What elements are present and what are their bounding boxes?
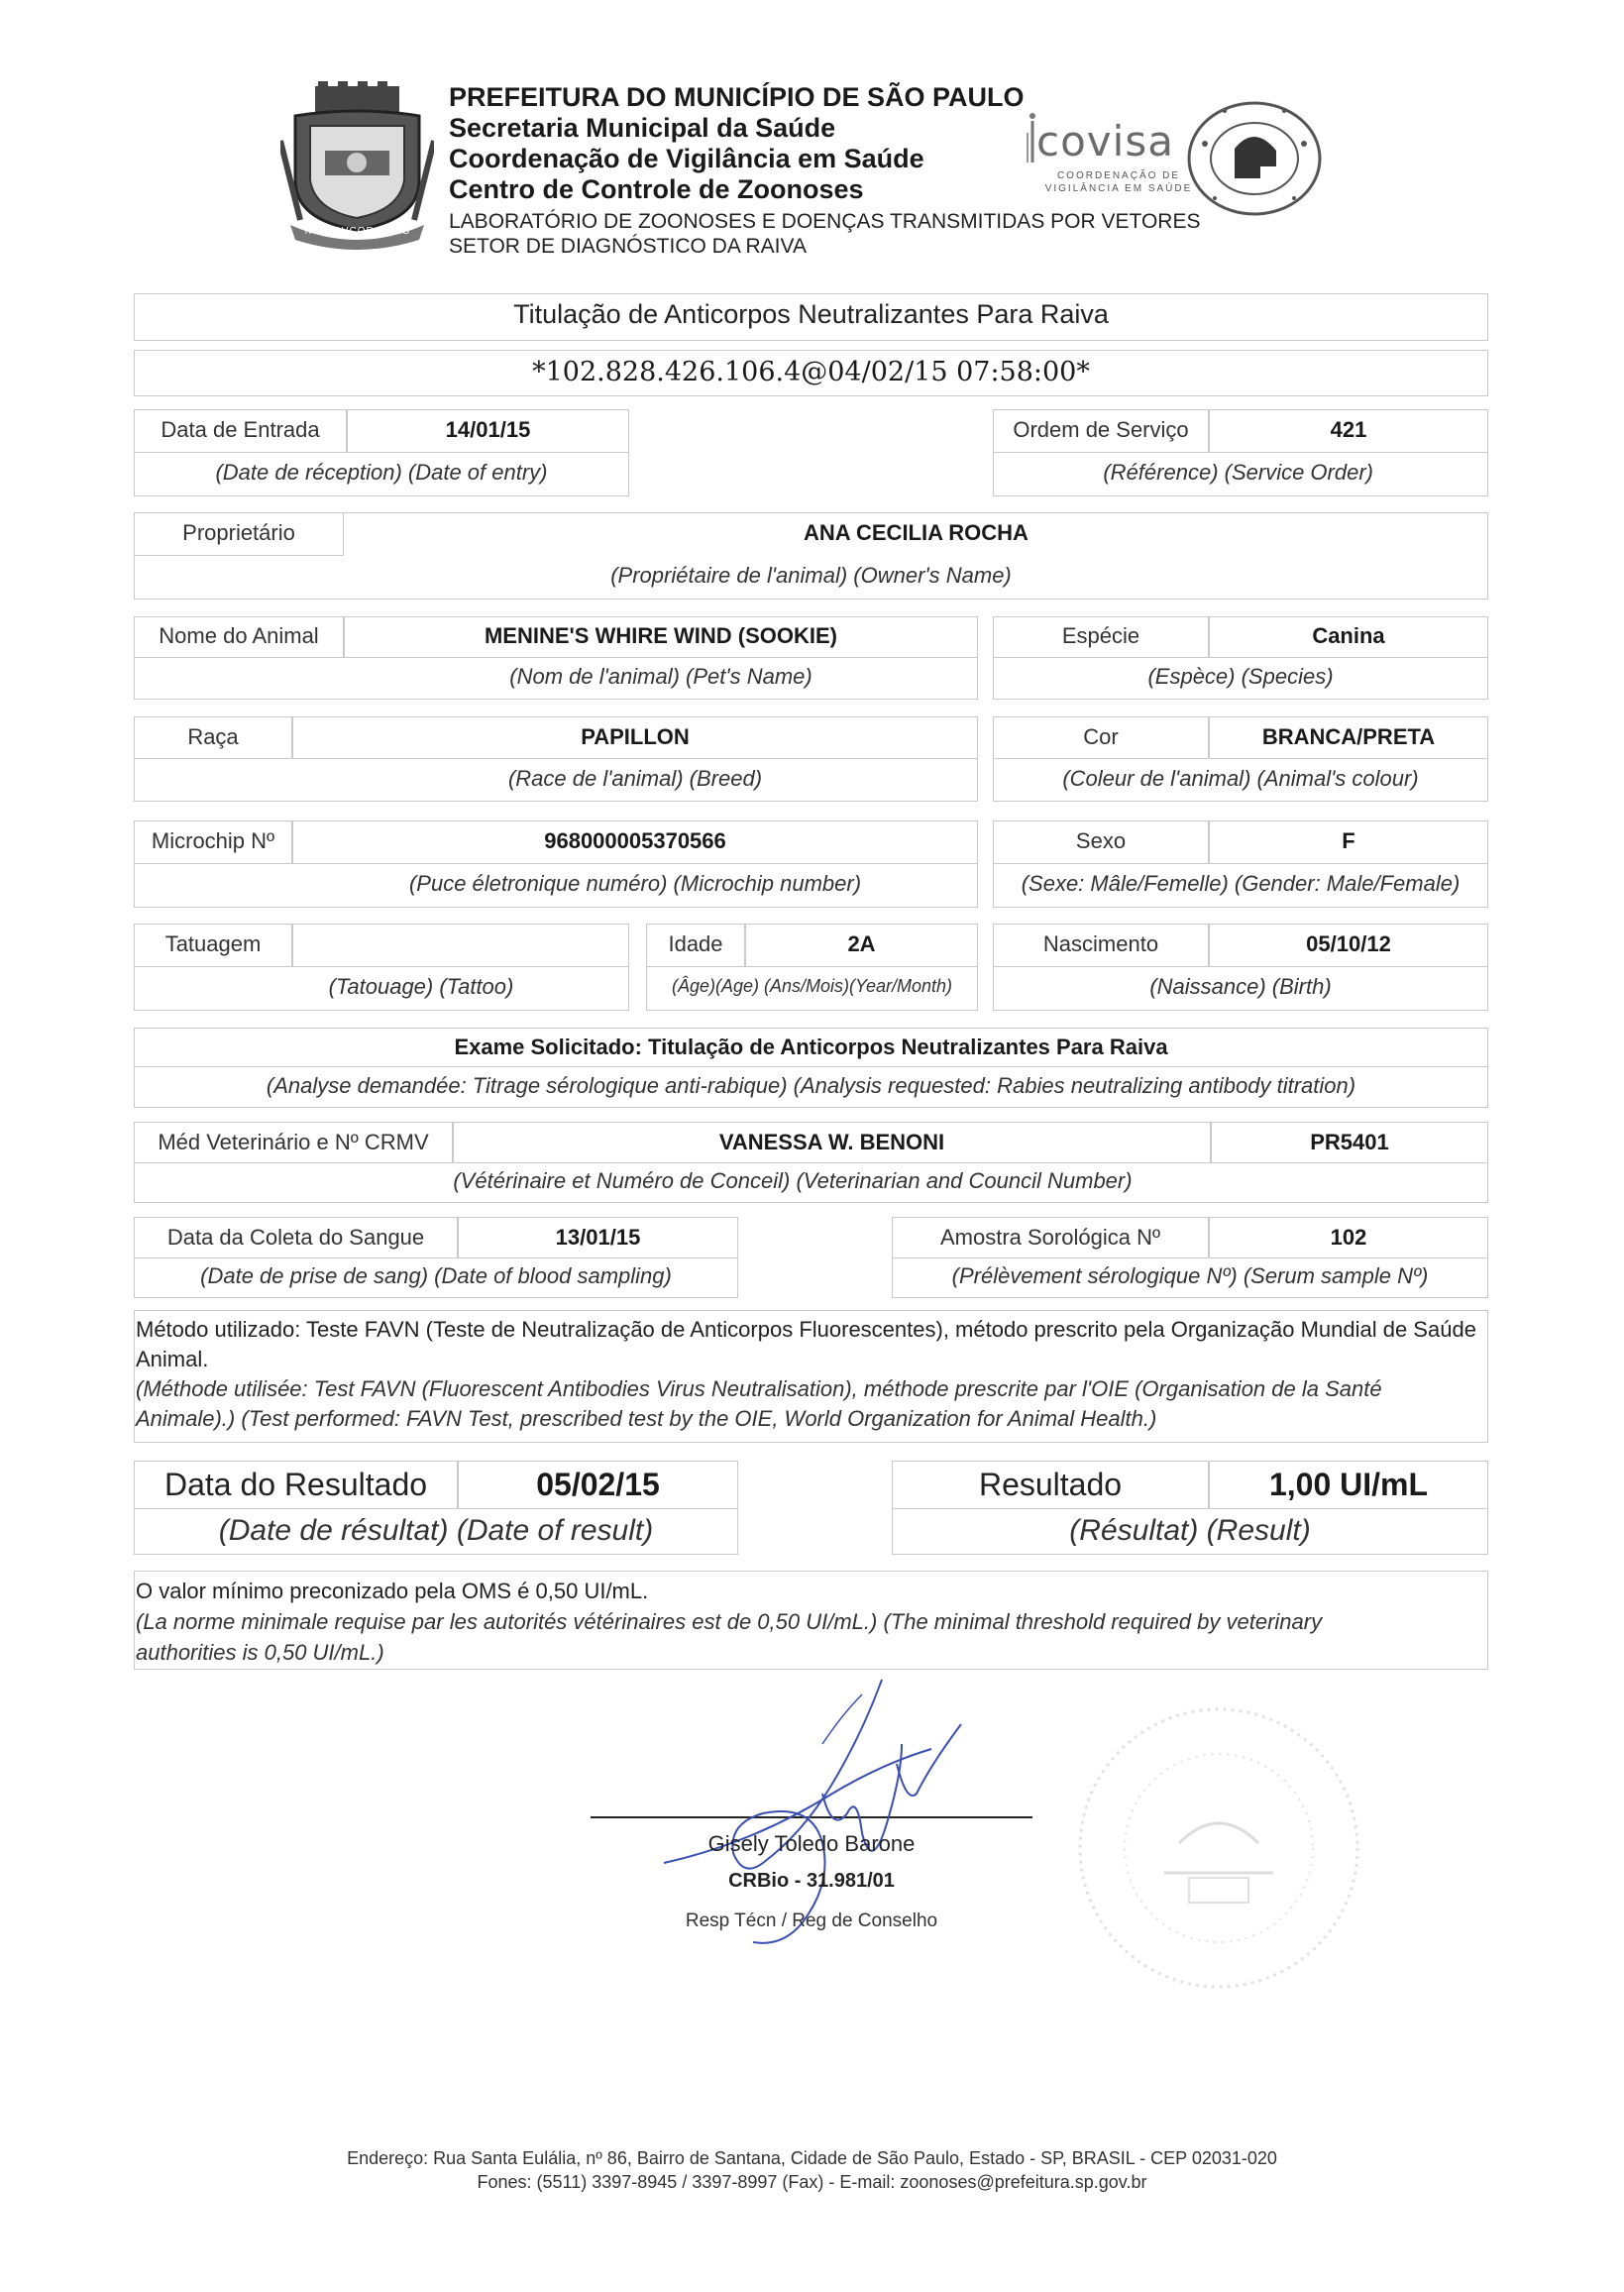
header-center: Centro de Controle de Zoonoses	[449, 174, 864, 204]
birth-label: Nascimento	[1042, 931, 1159, 956]
covisa-logo: covisa COORDENAÇÃO DE VIGILÂNCIA EM SAÚDE	[1023, 107, 1191, 201]
vet-sub: (Vétérinaire et Numéro de Conceil) (Veterinarian and Council Number)	[453, 1168, 1133, 1193]
blood-date-sub: (Date de prise de sang) (Date of blood sampling)	[200, 1263, 672, 1288]
service-order-label: Ordem de Serviço	[1013, 417, 1189, 442]
header-secretariat: Secretaria Municipal da Saúde	[449, 113, 836, 143]
signatory-registration: CRBio - 31.981/01	[728, 1870, 895, 1892]
threshold-pt: O valor mínimo preconizado pela OMS é 0,50 UI/mL.	[136, 1579, 649, 1603]
age-sub: (Âge)(Age) (Ans/Mois)(Year/Month)	[671, 976, 953, 996]
exam-sub: (Analyse demandée: Titrage sérologique anti-rabique) (Analysis requested: Rabies neutralizing antibody titration)	[266, 1073, 1356, 1098]
vet-name-value: VANESSA W. BENONI	[718, 1130, 945, 1154]
header-coordination: Coordenação de Vigilância em Saúde	[449, 144, 924, 173]
entry-date-value: 14/01/15	[445, 417, 531, 442]
barcode-text: *102.828.426.106.4@04/02/15 07:58:00*	[532, 357, 1090, 387]
method-text	[136, 1315, 1483, 1434]
signatory-name: Gisely Toledo Barone	[707, 1831, 916, 1856]
tattoo-sub: (Tatouage) (Tattoo)	[328, 974, 514, 999]
entry-date-sub: (Date de réception) (Date of entry)	[215, 460, 548, 485]
signatory-role: Resp Técn / Reg de Conselho	[685, 1910, 938, 1931]
sex-value: F	[1342, 828, 1355, 853]
header-municipality: PREFEITURA DO MUNICÍPIO DE SÃO PAULO	[449, 82, 1025, 112]
blood-date-label: Data da Coleta do Sangue	[166, 1225, 425, 1250]
age-value: 2A	[847, 931, 876, 956]
colour-sub: (Coleur de l'animal) (Animal's colour)	[1062, 766, 1419, 791]
ccz-seal-logo	[1185, 99, 1324, 218]
microchip-sub: (Puce életronique numéro) (Microchip number)	[408, 871, 862, 896]
city-coat-of-arms-logo: NON DVCOR DVCO	[280, 81, 434, 255]
owner-sub: (Propriétaire de l'animal) (Owner's Name)	[610, 563, 1012, 588]
colour-label: Cor	[1083, 724, 1119, 749]
animal-name-label: Nome do Animal	[159, 623, 319, 648]
exam-label: Exame Solicitado: Titulação de Anticorpos Neutralizantes Para Raiva	[454, 1035, 1168, 1059]
entry-date-label: Data de Entrada	[161, 417, 320, 442]
birth-value: 05/10/12	[1306, 931, 1391, 956]
result-date-sub: (Date de résultat) (Date of result)	[218, 1514, 654, 1547]
document-title: Titulação de Anticorpos Neutralizantes Para Raiva	[513, 299, 1109, 329]
serum-sample-value: 102	[1330, 1225, 1367, 1250]
result-sub: (Résultat) (Result)	[1069, 1514, 1311, 1547]
embossed-stamp	[1070, 1704, 1367, 1992]
breed-sub: (Race de l'animal) (Breed)	[507, 766, 763, 791]
serum-sample-label: Amostra Sorológica Nº	[939, 1225, 1160, 1250]
animal-name-value: MENINE'S WHIRE WIND (SOOKIE)	[484, 623, 837, 648]
owner-value: ANA CECILIA ROCHA	[804, 520, 1029, 545]
threshold-text	[136, 1576, 1424, 1668]
animal-name-sub: (Nom de l'animal) (Pet's Name)	[509, 664, 812, 689]
result-date-value: 05/02/15	[536, 1467, 660, 1502]
footer-address: Endereço: Rua Santa Eulália, nº 86, Bairro de Santana, Cidade de São Paulo, Estado - SP, BRASIL - CEP 02031-020	[347, 2148, 1277, 2168]
serum-sample-sub: (Prélèvement sérologique Nº) (Serum sample Nº)	[951, 1263, 1429, 1288]
result-value: 1,00 UI/mL	[1268, 1467, 1429, 1502]
threshold-fr-en: (La norme minimale requise par les autorités vétérinaires est de 0,50 UI/mL.) (The minimal threshold required by veterinary authorities is 0,50 UI/mL.)	[136, 1609, 1323, 1665]
breed-label: Raça	[187, 724, 239, 749]
species-label: Espécie	[1061, 623, 1140, 648]
vet-label: Méd Veterinário e Nº CRMV	[158, 1130, 429, 1154]
birth-sub: (Naissance) (Birth)	[1149, 974, 1332, 999]
method-fr-en: (Méthode utilisée: Test FAVN (Fluorescent Antibodies Virus Neutralisation), méthode prescrite par l'OIE (Organisation de la Santé Animale).) (Test performed: FAVN Test, prescribed test by the OIE, World Organization for Animal Health.)	[136, 1376, 1382, 1431]
species-value: Canina	[1312, 623, 1385, 648]
result-date-label: Data do Resultado	[163, 1467, 428, 1502]
sex-sub: (Sexe: Mâle/Femelle) (Gender: Male/Female)	[1021, 871, 1461, 896]
vet-crmv-value: PR5401	[1310, 1130, 1389, 1154]
method-pt: Método utilizado: Teste FAVN (Teste de Neutralização de Anticorpos Fluorescentes), método prescrito pela Organização Mundial de Saúde Animal.	[136, 1317, 1476, 1371]
service-order-sub: (Référence) (Service Order)	[1103, 460, 1373, 485]
blood-date-value: 13/01/15	[555, 1225, 641, 1250]
result-label: Resultado	[978, 1467, 1123, 1502]
tattoo-label: Tatuagem	[164, 931, 262, 956]
microchip-label: Microchip Nº	[151, 828, 275, 853]
header-laboratory: LABORATÓRIO DE ZOONOSES E DOENÇAS TRANSMITIDAS POR VETORES	[449, 210, 1201, 233]
footer-phones: Fones: (5511) 3397-8945 / 3397-8997 (Fax) - E-mail: zoonoses@prefeitura.sp.gov.br	[477, 2172, 1147, 2192]
header-sector: SETOR DE DIAGNÓSTICO DA RAIVA	[449, 235, 807, 258]
owner-label: Proprietário	[182, 520, 295, 545]
microchip-value: 968000005370566	[544, 828, 726, 853]
species-sub: (Espèce) (Species)	[1147, 664, 1334, 689]
sex-label: Sexo	[1075, 828, 1127, 853]
breed-value: PAPILLON	[581, 724, 690, 749]
service-order-value: 421	[1330, 417, 1367, 442]
colour-value: BRANCA/PRETA	[1261, 724, 1436, 749]
age-label: Idade	[668, 931, 723, 956]
